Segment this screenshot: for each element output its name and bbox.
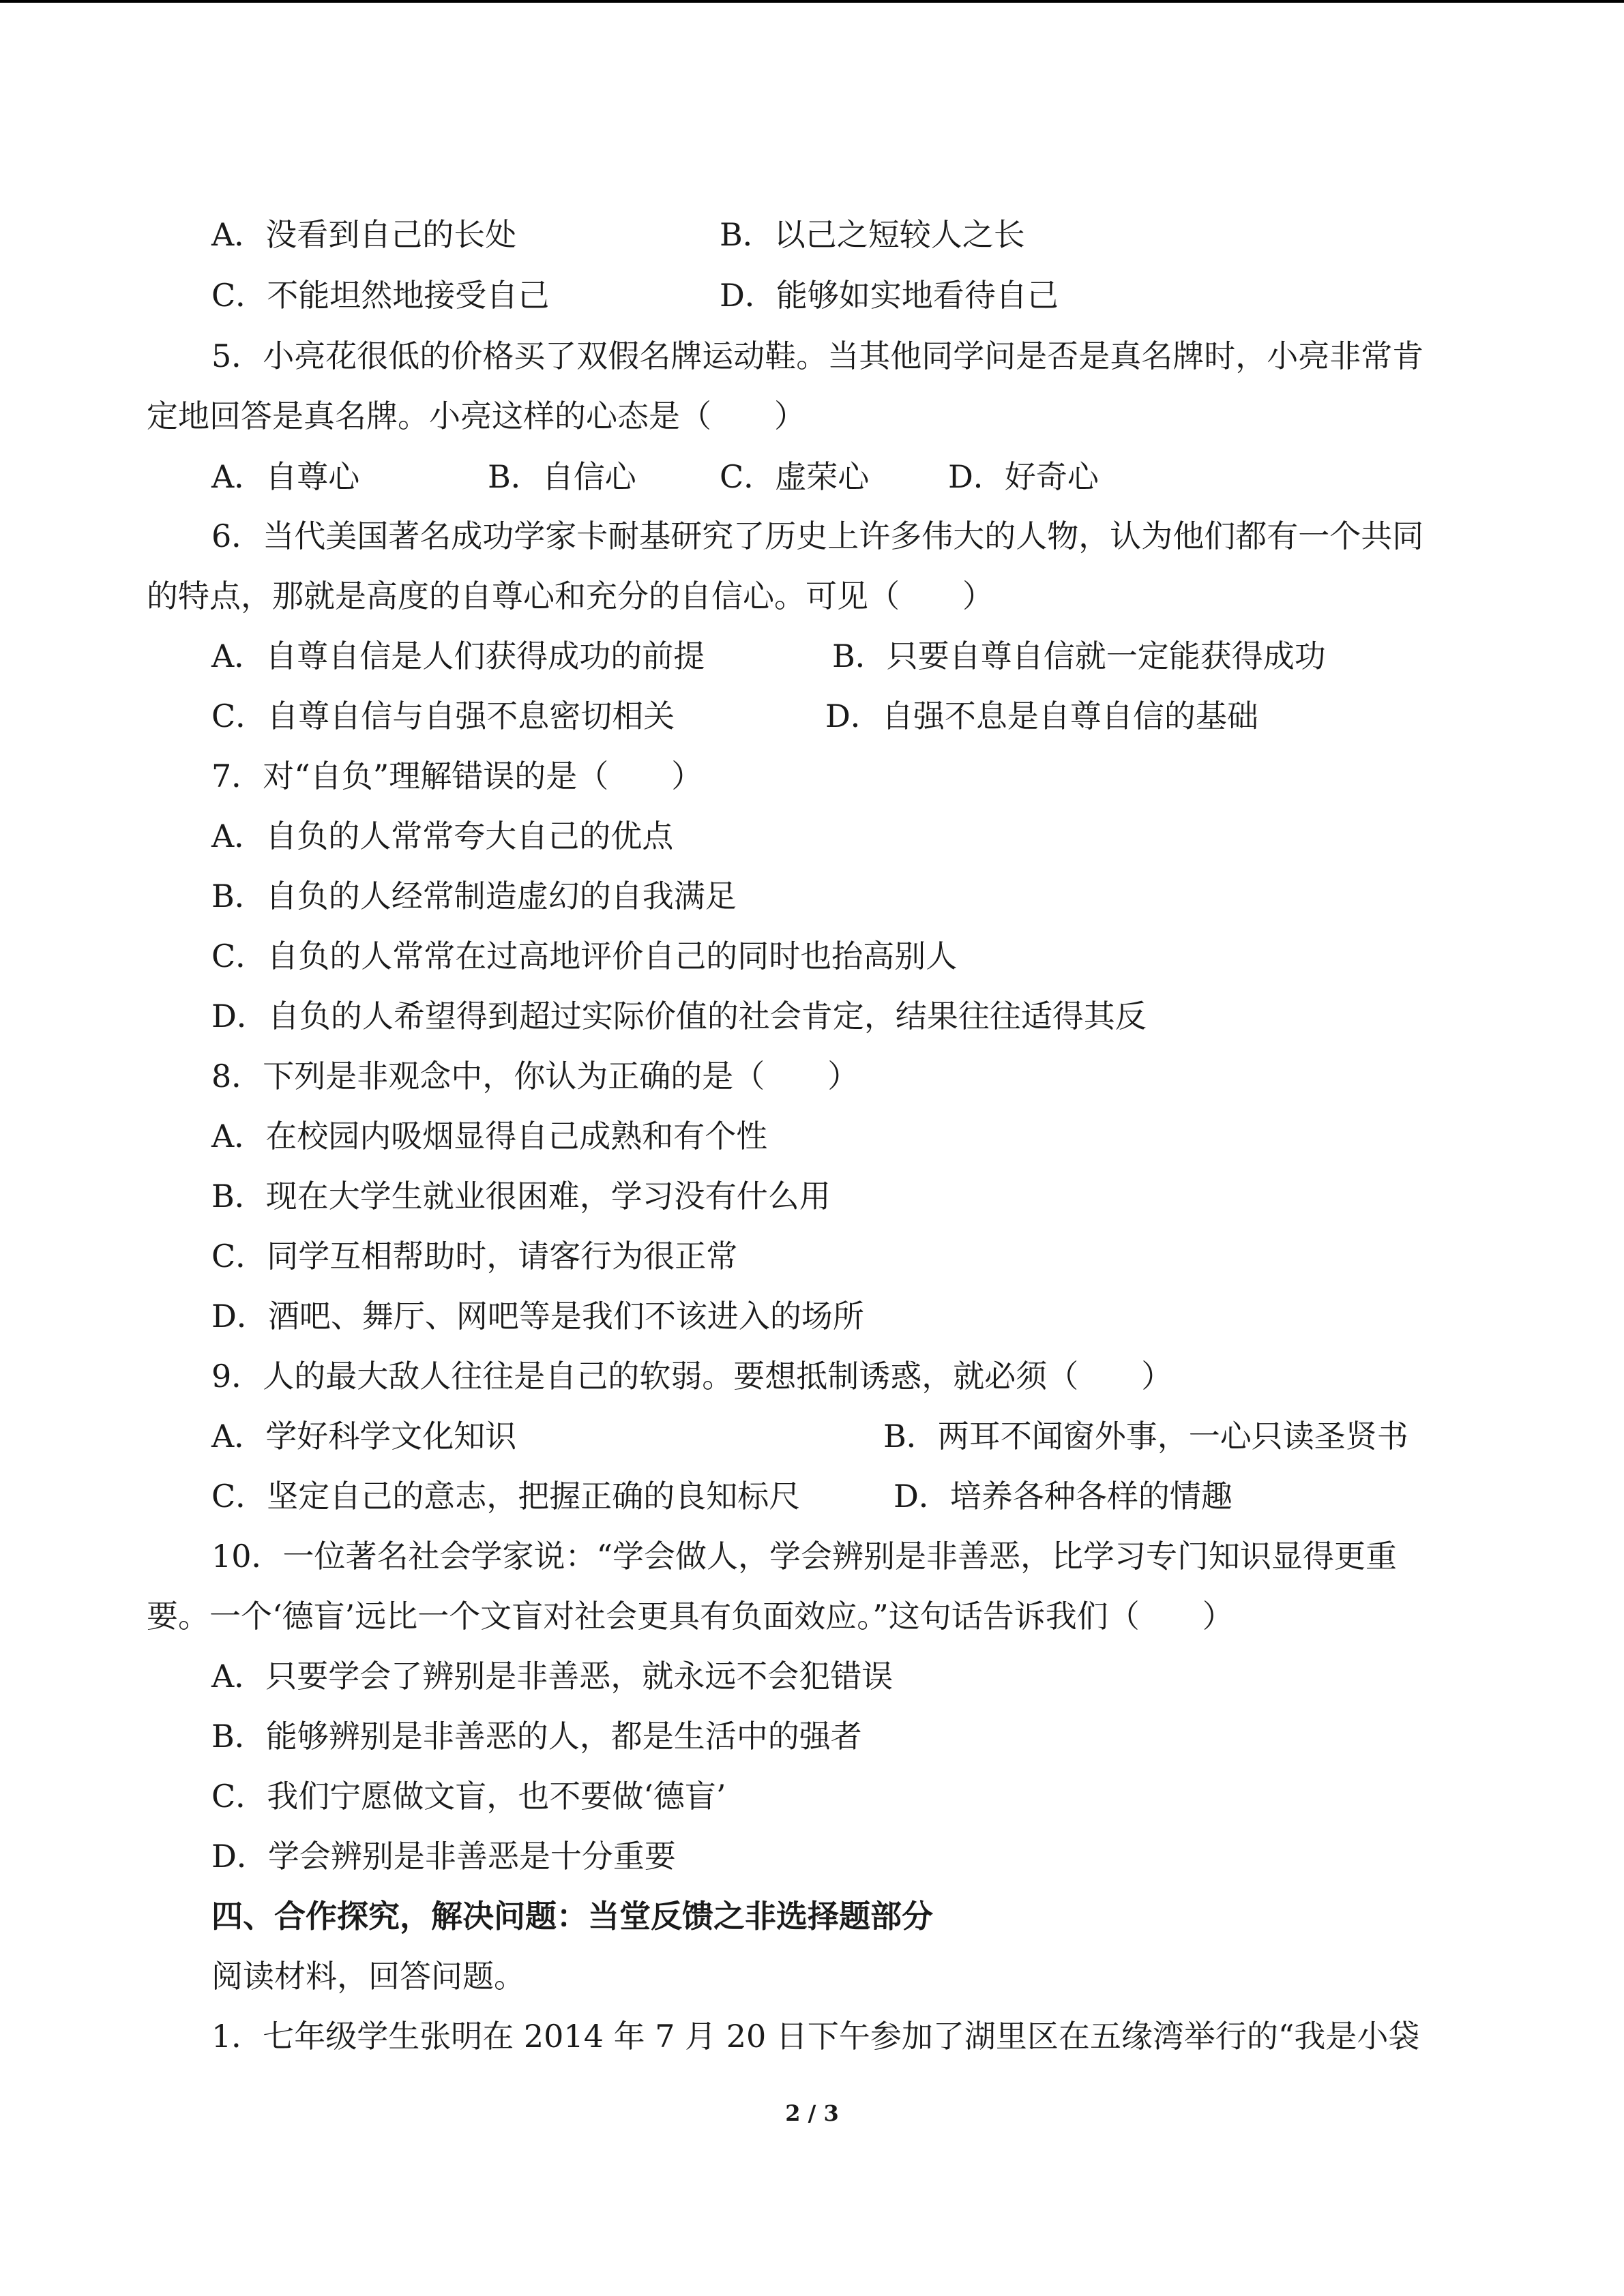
q4-option-d: D．能够如实地看待自己 [720, 277, 1059, 314]
q8-stem: 8．下列是非观念中，你认为正确的是（ ） [211, 1058, 859, 1094]
q7-option-c: C．自负的人常常在过高地评价自己的同时也抬高别人 [211, 938, 958, 974]
section-4-heading: 四、合作探究，解决问题：当堂反馈之非选择题部分 [211, 1898, 933, 1935]
q9-option-d: D．培养各种各样的情趣 [894, 1478, 1232, 1515]
q10-option-c: C．我们宁愿做文盲，也不要做‘德盲’ [211, 1778, 726, 1815]
q7-option-d: D．自负的人希望得到超过实际价值的社会肯定，结果往往适得其反 [211, 998, 1147, 1034]
q5-stem-line2: 定地回答是真名牌。小亮这样的心态是（ ） [147, 398, 806, 434]
q7-option-b: B．自负的人经常制造虚幻的自我满足 [211, 878, 737, 914]
q6-option-a: A．自尊自信是人们获得成功的前提 [211, 638, 705, 674]
q10-option-a: A．只要学会了辨别是非善恶，就永远不会犯错误 [211, 1658, 894, 1695]
q9-stem: 9．人的最大敌人往往是自己的软弱。要想抵制诱惑，就必须（ ） [211, 1358, 1173, 1395]
q7-stem: 7．对“自负”理解错误的是（ ） [211, 758, 703, 794]
q9-option-a: A．学好科学文化知识 [211, 1418, 517, 1455]
q5-option-c: C．虚荣心 [720, 458, 870, 495]
q9-option-b: B．两耳不闻窗外事，一心只读圣贤书 [883, 1418, 1408, 1455]
q5-stem-line1: 5．小亮花很低的价格买了双假名牌运动鞋。当其他同学问是否是真名牌时，小亮非常肯 [211, 338, 1424, 374]
top-border [0, 0, 1624, 3]
q6-option-c: C．自尊自信与自强不息密切相关 [211, 698, 675, 734]
q6-stem-line1: 6．当代美国著名成功学家卡耐基研究了历史上许多伟大的人物，认为他们都有一个共同 [211, 518, 1424, 554]
q5-option-a: A．自尊心 [211, 458, 360, 495]
q4-option-c: C．不能坦然地接受自己 [211, 277, 550, 314]
q4-option-b: B．以己之短较人之长 [720, 216, 1025, 253]
q6-option-d: D．自强不息是自尊自信的基础 [825, 698, 1258, 734]
q9-option-c: C．坚定自己的意志，把握正确的良知标尺 [211, 1478, 801, 1515]
section-4-q1-stem: 1．七年级学生张明在 2014 年 7 月 20 日下午参加了湖里区在五缘湾举行的“我是小袋 [211, 2018, 1420, 2055]
q4-option-a: A．没看到自己的长处 [211, 216, 517, 253]
q7-option-a: A．自负的人常常夸大自己的优点 [211, 818, 674, 854]
q5-option-b: B．自信心 [488, 458, 636, 495]
section-4-instruction: 阅读材料，回答问题。 [211, 1958, 525, 1995]
q5-option-d: D．好奇心 [948, 458, 1099, 495]
page-number: 2 / 3 [785, 2100, 839, 2126]
q10-stem-line1: 10．一位著名社会学家说：“学会做人，学会辨别是非善恶，比学习专门知识显得更重 [211, 1538, 1398, 1575]
q8-option-d: D．酒吧、舞厅、网吧等是我们不该进入的场所 [211, 1298, 864, 1335]
q10-stem-line2: 要。一个‘德盲’远比一个文盲对社会更具有负面效应。”这句话告诉我们（ ） [147, 1598, 1234, 1635]
q8-option-c: C．同学互相帮助时，请客行为很正常 [211, 1238, 738, 1274]
q10-option-b: B．能够辨别是非善恶的人，都是生活中的强者 [211, 1718, 862, 1755]
q6-option-b: B．只要自尊自信就一定能获得成功 [832, 638, 1326, 674]
q10-option-d: D．学会辨别是非善恶是十分重要 [211, 1838, 676, 1875]
q8-option-b: B．现在大学生就业很困难，学习没有什么用 [211, 1178, 831, 1214]
q6-stem-line2: 的特点，那就是高度的自尊心和充分的自信心。可见（ ） [147, 578, 994, 614]
q8-option-a: A．在校园内吸烟显得自己成熟和有个性 [211, 1118, 768, 1154]
